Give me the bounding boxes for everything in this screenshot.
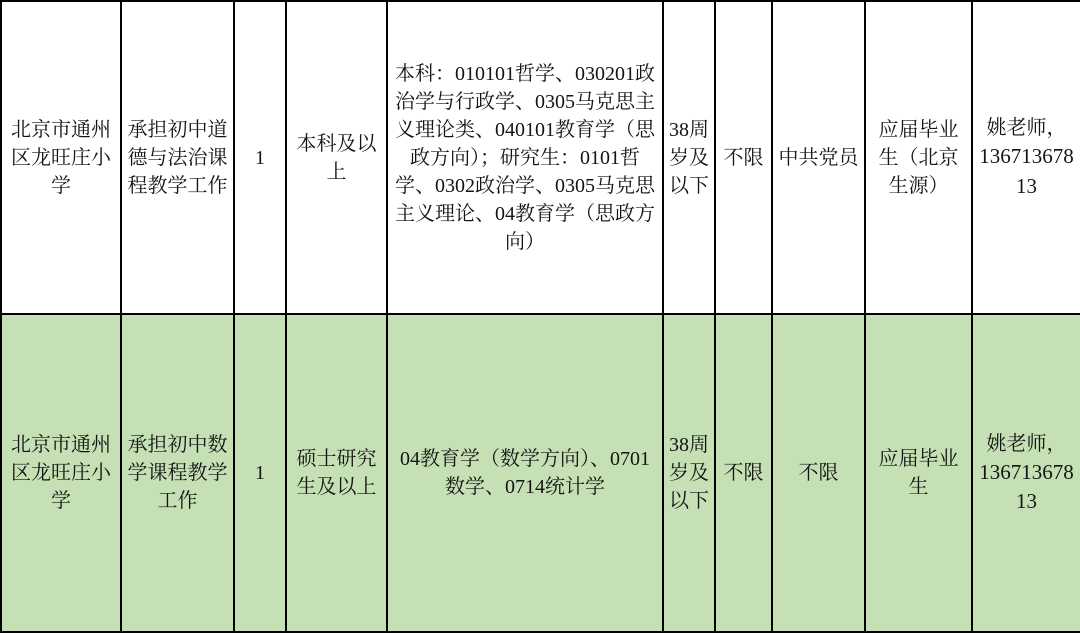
contact-name: 姚老师， <box>986 117 1067 140</box>
cell-graduate-type: 应届毕业生 <box>865 314 972 632</box>
cell-graduate-type: 应届毕业生（北京生源） <box>865 1 972 314</box>
cell-political-status: 中共党员 <box>772 1 865 314</box>
cell-education: 硕士研究生及以上 <box>286 314 387 632</box>
cell-contact <box>972 1 1080 314</box>
cell-age-limit: 38周岁及以下 <box>663 1 715 314</box>
cell-political-status: 不限 <box>772 314 865 632</box>
cell-school: 北京市通州区龙旺庄小学 <box>1 1 121 314</box>
cell-other-limit: 不限 <box>715 1 772 314</box>
contact-name: 姚老师， <box>986 432 1067 455</box>
cell-age-limit: 38周岁及以下 <box>663 314 715 632</box>
cell-majors: 本科：010101哲学、030201政治学与行政学、0305马克思主义理论类、040101教育学（思政方向）；研究生：0101哲学、0302政治学、0305马克思主义理论、04教育学（思政方向） <box>387 1 663 314</box>
cell-other-limit: 不限 <box>715 314 772 632</box>
cell-job-duty: 承担初中数学课程教学工作 <box>121 314 234 632</box>
table-row <box>1 314 1080 632</box>
cell-school: 北京市通州区龙旺庄小学 <box>1 314 121 632</box>
cell-education: 本科及以上 <box>286 1 387 314</box>
contact-phone: 13671367813 <box>979 459 1074 513</box>
table-row <box>1 1 1080 314</box>
cell-headcount: 1 <box>234 314 286 632</box>
cell-headcount: 1 <box>234 1 286 314</box>
cell-majors: 04教育学（数学方向）、0701数学、0714统计学 <box>387 314 663 632</box>
contact-phone: 13671367813 <box>979 144 1074 198</box>
cell-contact <box>972 314 1080 632</box>
cell-job-duty: 承担初中道德与法治课程教学工作 <box>121 1 234 314</box>
